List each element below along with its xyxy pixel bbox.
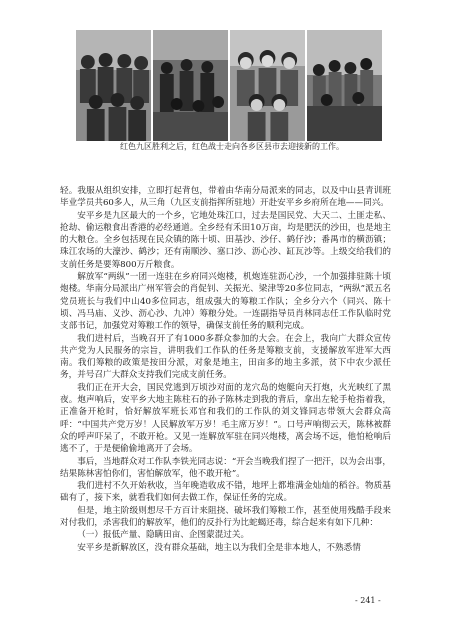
paragraph: 我们进村不久开始秋收，当年晚造收成不错，地坪上都堆满金灿灿的稻谷。物质基础有了，接下来，就看我们如何去做工作，保证任务的完成。	[60, 481, 391, 504]
photo-1	[76, 30, 151, 141]
photo-2	[153, 30, 228, 141]
page-number: - 241 -	[355, 596, 381, 605]
photo-4	[307, 30, 382, 141]
paragraph: 事后，当地群众对工作队李铁光同志说：“开会当晚我们捏了一把汗，以为会出事，结果陈林害怕你们，害怕解放军，他不敢开枪”。	[60, 456, 391, 479]
paragraph: 我们进村后，当晚召开了有1000多群众参加的大会。在会上，我向广大群众宣传共产党为人民服务的宗旨，讲明我们工作队的任务是筹粮支前，支援解放军进军大西南。我们筹粮的政策是按田分派，对象是地主，田亩多的地主多派，贫下中农少派任务，并号召广大群众支持我们完成支前任务。	[60, 333, 391, 381]
photo-3	[230, 30, 305, 141]
paragraph: 安平乡是九区最大的一个乡，它地处珠江口，过去是国民党、大天二、土匪走私、抢劫、偷运粮食出香港的必经通道。全乡经有禾田10万亩，均是肥沃的沙田，也是地主的大粮仓。全乡包括现在民众镇的陈十顷、田基沙、沙仔、鹤仔沙；番禺市的横沥镇；珠江农场的大濠沙、鹤沙；还有南顺沙、塞口沙、沥心沙、缸瓦沙等。上级交给我们的支前任务是要筹800万斤粮食。	[60, 210, 391, 270]
figure-caption: 红色九区胜利之后，红色战士走向各乡区县市去迎接新的工作。	[120, 142, 344, 151]
paragraph: 解放军“两纵”一团一连驻在乡府同兴炮楼，机炮连驻沥心沙，一个加强排驻陈十顷炮楼。华南分局派出广州军管会的肖促钊、关振光、梁津等20多位同志，“两纵”派五名党员班长与我们中山40多位同志，组成强大的筹粮工作队；全乡分六个（同兴、陈十顷、冯马庙、义沙、沥心沙、九冲）筹粮分处。一连副指导员肖林同志任工作队临时党支部书记，加强党对筹粮工作的领导，确保支前任务的顺利完成。	[60, 272, 391, 332]
section-heading: （一）报低产量、隐瞒田亩、企图蒙混过关。	[77, 530, 250, 541]
body-text	[60, 185, 391, 554]
paragraph: 轻。我服从组织安排，立即打起背包，带着由华南分局派来的同志，以及中山县青训班毕业学员共60多人，从三角（九区支前指挥所驻地）开赴安平乡乡府所在地——同兴。	[60, 186, 391, 209]
paragraph: 但是，地主阶级则想尽千方百计来阻挠、破坏我们筹粮工作，甚至使用残酷手段来对付我们，杀害我们的解放军，他们的反扑行为比蛇蝎还毒，综合起来有如下几种：	[60, 505, 391, 529]
paragraph: 我们正在开大会，国民党逃到万顷沙对面的龙穴岛的炮艇向天打炮，火光映红了黑夜。炮声响后，安平乡大地主陈柱石的孙子陈林走到我的背后，拿出左轮手枪指着我，正准备开枪时，恰好解放军班长邓官和我们的工作队的刘文锋同志带领大会群众高呼：“中国共产党万岁！人民解放军万岁！毛主席万岁！”。口号声响彻云天，陈林被群众的呼声吓呆了，不敢开枪。又见一连解放军驻在同兴炮楼，离会场不远，他怕枪响后逃不了，于是便偷偷地离开了会场。	[60, 382, 391, 455]
photo-strip	[76, 30, 382, 141]
paragraph: 安平乡是新解放区，没有群众基础，地主以为我们全是非本地人，不熟悉情	[77, 542, 361, 553]
